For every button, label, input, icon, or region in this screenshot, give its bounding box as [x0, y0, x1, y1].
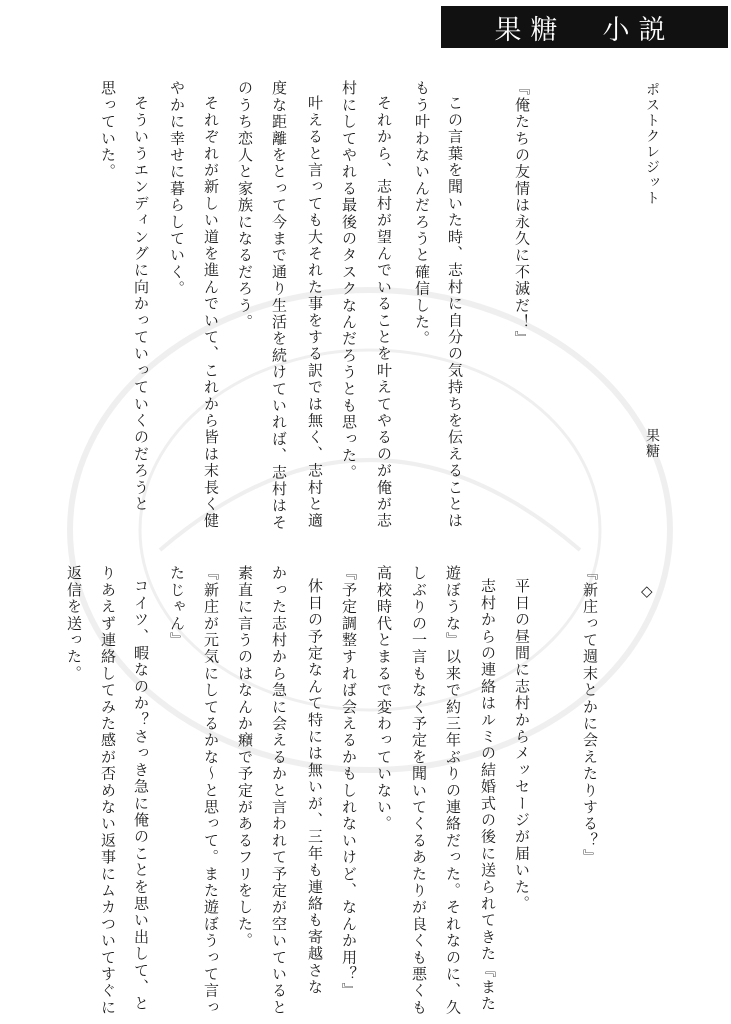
text-column: 返信を送った。 [65, 565, 83, 682]
text-column: それぞれが新しい道を進んでいて、これから皆は末長く健 [202, 95, 220, 530]
text-column: 『新庄って週末とかに会えたりする？』 [581, 565, 599, 866]
text-column: コイツ、暇なのか？さっき急に俺のことを思い出して、と [132, 578, 150, 1013]
page-title: 果糖 小説 [494, 14, 675, 46]
text-column: りあえず連絡してみた感が否めない返事にムカついてすぐに [99, 565, 117, 1016]
story-heading: ポストクレジット [644, 82, 660, 206]
text-column: 志村からの連絡はルミの結婚式の後に送られてきた『また [479, 578, 497, 1013]
text-column: しぶりの一言もなく予定を聞いてくるあたりが良くも悪くも [410, 565, 428, 1016]
text-column: 『新庄が元気にしてるかな〜と思って。また遊ぼうって言っ [202, 565, 220, 1016]
text-column: 度な距離をとって今まで通り生活を続けていれば、志村はそ [270, 80, 288, 531]
text-column: 素直に言うのはなんか癪で予定があるフリをした。 [236, 565, 254, 950]
text-column: そういうエンディングに向かっていっていくのだろうと [132, 95, 150, 513]
text-column: 『俺たちの友情は永久に不滅だ！』 [513, 80, 531, 348]
text-column: 叶えると言っても大それた事をする訳では無く、志村と適 [306, 95, 324, 530]
text-column: 遊ぼうな』以来で約三年ぶりの連絡だった。それなのに、久 [444, 565, 462, 1016]
author-name: 果糖 [644, 428, 660, 459]
text-column: それから、志村が望んでいることを叶えてやるのが俺が志 [375, 95, 393, 530]
section-divider: ◇ [641, 582, 653, 600]
text-column: 村にしてやれる最後のタスクなんだろうとも思った。 [340, 80, 358, 481]
text-column: もう叶わないんだろうと確信した。 [413, 80, 431, 348]
title-banner [441, 6, 728, 48]
text-column: のうち恋人と家族になるだろう。 [236, 80, 254, 331]
text-column: 平日の昼間に志村からメッセージが届いた。 [513, 578, 531, 912]
text-column: 『予定調整すれば会えるかもしれないけど、なんか用？』 [340, 565, 358, 1000]
text-column: 高校時代とまるで変わっていない。 [375, 565, 393, 833]
text-column: この言葉を聞いた時、志村に自分の気持ちを伝えることは [446, 95, 464, 530]
text-column: たじゃん』 [168, 565, 186, 649]
text-column: かった志村から急に会えるかと言われて予定が空いていると [270, 565, 288, 1016]
text-column: 休日の予定なんて特には無いが、三年も連絡も寄越さな [306, 578, 324, 996]
text-column: やかに幸せに暮らしていく。 [168, 80, 186, 298]
text-column: 思っていた。 [99, 80, 117, 181]
